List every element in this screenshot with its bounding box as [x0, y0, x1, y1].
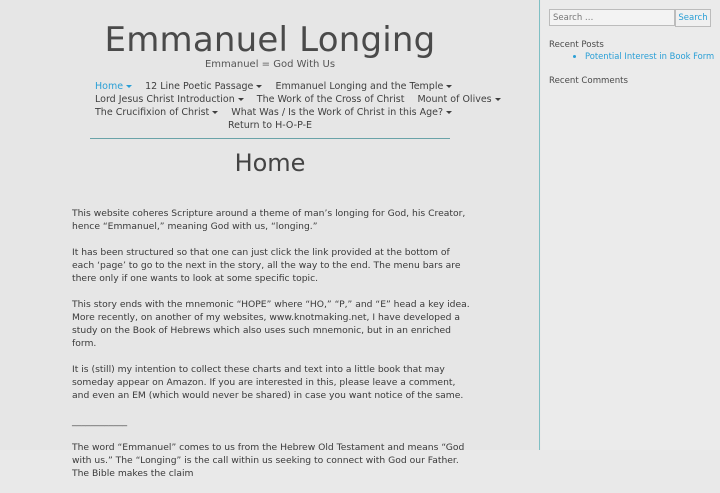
- page-body: [72, 207, 472, 493]
- body-paragraph: This website coheres Scripture around a theme of man’s longing for God, his Creator, hence “Emmanuel,” meaning God with us, “longing.”: [72, 208, 466, 232]
- nav-item-12-line-poetic-passage[interactable]: [145, 80, 262, 93]
- sidebar-divider: [539, 0, 540, 450]
- nav-item-label: 12 Line Poetic Passage: [145, 81, 254, 92]
- search-input[interactable]: [549, 9, 675, 26]
- nav-item-label: What Was / Is the Work of Christ in this Age?: [231, 107, 444, 118]
- sidebar: [541, 0, 720, 450]
- site-title[interactable]: Emmanuel Longing: [104, 20, 436, 60]
- nav-item-return-to-hope[interactable]: [228, 119, 312, 132]
- nav-item-label: Lord Jesus Christ Introduction: [95, 94, 235, 105]
- nav-row: [90, 93, 492, 106]
- nav-item-label: Mount of Olives: [417, 94, 492, 105]
- separator-line: ____________: [72, 416, 128, 427]
- recent-posts-heading: Recent Posts: [549, 40, 604, 50]
- page-title: Home: [234, 149, 306, 177]
- recent-comments-heading: Recent Comments: [549, 76, 629, 86]
- primary-nav: [90, 80, 492, 132]
- caret-down-icon: [212, 111, 218, 114]
- nav-item-lord-jesus-christ-intro[interactable]: [95, 93, 244, 106]
- nav-item-emmanuel-longing-temple[interactable]: [275, 80, 452, 93]
- caret-down-icon: [256, 85, 262, 88]
- nav-item-home[interactable]: [95, 80, 132, 93]
- body-paragraph: It is (still) my intention to collect these charts and text into a little book that may someday appear on Amazon. If you are interested in this, please leave a comment, and even an EM (which would never be shared) in case you want notice of the same.: [72, 364, 464, 401]
- nav-item-work-of-christ-this-age[interactable]: [231, 106, 452, 119]
- caret-down-icon: [238, 98, 244, 101]
- body-paragraph: This story ends with the mnemonic “HOPE” where “HO,” “P,” and “E” head a key idea. More recently, on another of my websites, www.knotmaking.net, I have developed a study on the Book of Hebrews which also uses such mnemonic, but in an enriched form.: [72, 299, 470, 349]
- body-paragraph: It has been structured so that one can just click the link provided at the bottom of each ‘page’ to go to the next in the story, all the way to the end. The menu bars are there only if one wants to look at some specific topic.: [72, 247, 461, 284]
- caret-down-icon: [495, 98, 501, 101]
- caret-down-icon: [446, 85, 452, 88]
- site-tagline: Emmanuel = God With Us: [204, 59, 336, 70]
- caret-down-icon: [446, 111, 452, 114]
- nav-row: [90, 80, 450, 93]
- recent-posts-list: [575, 51, 714, 61]
- nav-item-label: The Work of the Cross of Christ: [256, 94, 405, 105]
- nav-item-label: Return to H-O-P-E: [227, 120, 313, 131]
- nav-row: [90, 106, 450, 119]
- nav-row: [90, 119, 450, 132]
- nav-item-crucifixion-of-christ[interactable]: [95, 106, 218, 119]
- nav-item-label: The Crucifixion of Christ: [95, 107, 210, 118]
- caret-down-icon: [126, 85, 132, 88]
- nav-item-work-of-the-cross[interactable]: [257, 93, 405, 106]
- body-paragraph: The word “Emmanuel” comes to us from the Hebrew Old Testament and means “God with us.” The “Longing” is the call within us seeking to connect with God our Father. The Bible makes the claim: [72, 442, 465, 479]
- search-button[interactable]: Search: [675, 9, 711, 27]
- nav-divider: [90, 138, 450, 139]
- recent-post-link[interactable]: • Potential Interest in Book Form: [585, 51, 714, 61]
- nav-item-label: Home: [95, 81, 124, 92]
- nav-item-label: Emmanuel Longing and the Temple: [275, 81, 444, 92]
- nav-item-mount-of-olives[interactable]: [417, 93, 500, 106]
